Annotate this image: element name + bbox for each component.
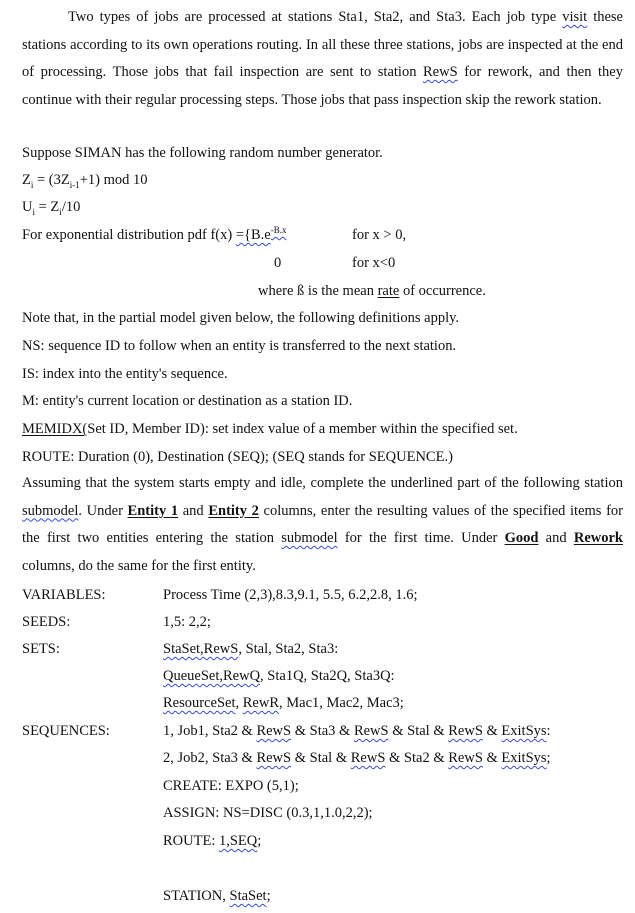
intro-paragraph: Two types of jobs are processed at stations Sta1, Sta2, and Sta3. Each job type visit these stations according to its own operations routing. In all these three stations, jobs are inspected at the end of processing. Those jobs that fail inspection are sent to station RewS for rework, and then they continue with their regular processing steps. Those jobs that pass inspection skip the rework station. <box>22 9 623 108</box>
exp-cond-positive: for x > 0, <box>352 227 407 243</box>
def-m: M: entity's current location or destination as a station ID. <box>22 393 353 409</box>
station-line: STATION, StaSet; <box>163 888 271 904</box>
rework-label: Rework <box>573 530 623 546</box>
good-label: Good <box>504 530 539 546</box>
def-route: ROUTE: Duration (0), Destination (SEQ); (SEQ stands for SEQUENCE.) <box>22 449 453 465</box>
exp-zero: 0 <box>274 255 282 271</box>
seeds-label: SEEDS: <box>22 614 71 630</box>
word-rews: RewS <box>423 64 458 80</box>
entity2-label: Entity 2 <box>208 502 259 519</box>
sets-line-1: StaSet,RewS, Stal, Sta2, Sta3: <box>163 641 339 657</box>
sets-label: SETS: <box>22 641 60 657</box>
seeds-value: 1,5: 2,2; <box>163 614 211 630</box>
create-line: CREATE: EXPO (5,1); <box>163 778 299 794</box>
z-formula: $Z_i = (3Z_{i-1}+1)$ mod 10 <box>22 172 148 190</box>
exp-cond-negative: for x<0 <box>352 255 396 271</box>
sequences-label: SEQUENCES: <box>22 723 110 739</box>
task-paragraph: Assuming that the system starts empty and idle, complete the underlined part of the following station submodel. Under Entity 1 and Entity 2 columns, enter the resulting values of the specified items for the first two entities entering the station submodel for the first time. Under Good and Rework columns, do the same for the first entity. <box>22 475 623 574</box>
sets-line-3: ResourceSet, RewR, Mac1, Mac2, Mac3; <box>163 695 404 711</box>
def-is: IS: index into the entity's sequence. <box>22 366 228 382</box>
entity1-label: Entity 1 <box>127 502 179 519</box>
route-line: ROUTE: 1,SEQ; <box>163 833 262 849</box>
variables-label: VARIABLES: <box>22 587 106 603</box>
where-beta-line: where ß is the mean rate of occurrence. <box>258 283 486 299</box>
sequence-1: 1, Job1, Sta2 & RewS & Sta3 & RewS & Stal & RewS & ExitSys: <box>163 723 551 739</box>
note-definitions: Note that, in the partial model given below, the following definitions apply. <box>22 310 460 326</box>
def-memidx: MEMIDX(Set ID, Member ID): set index value of a member within the specified set. <box>22 421 518 437</box>
word-visit: visit <box>562 9 588 25</box>
sequence-2: 2, Job2, Sta3 & RewS & Stal & RewS & Sta2 & RewS & ExitSys; <box>163 750 551 766</box>
u-formula: $U_i = Z_i/10$ <box>22 199 81 217</box>
def-ns: NS: sequence ID to follow when an entity is transferred to the next station. <box>22 338 457 354</box>
variables-value: Process Time (2,3),8.3,9.1, 5.5, 6.2,2.8, 1.6; <box>163 587 418 603</box>
sets-line-2: QueueSet,RewQ, Sta1Q, Sta2Q, Sta3Q: <box>163 668 395 684</box>
rng-intro: Suppose SIMAN has the following random number generator. <box>22 145 383 161</box>
exp-pdf-line: For exponential distribution pdf $f(x) =\{B.e^{-B.x}$ <box>22 225 287 243</box>
assign-line: ASSIGN: NS=DISC (0.3,1,1.0,2,2); <box>163 805 373 821</box>
